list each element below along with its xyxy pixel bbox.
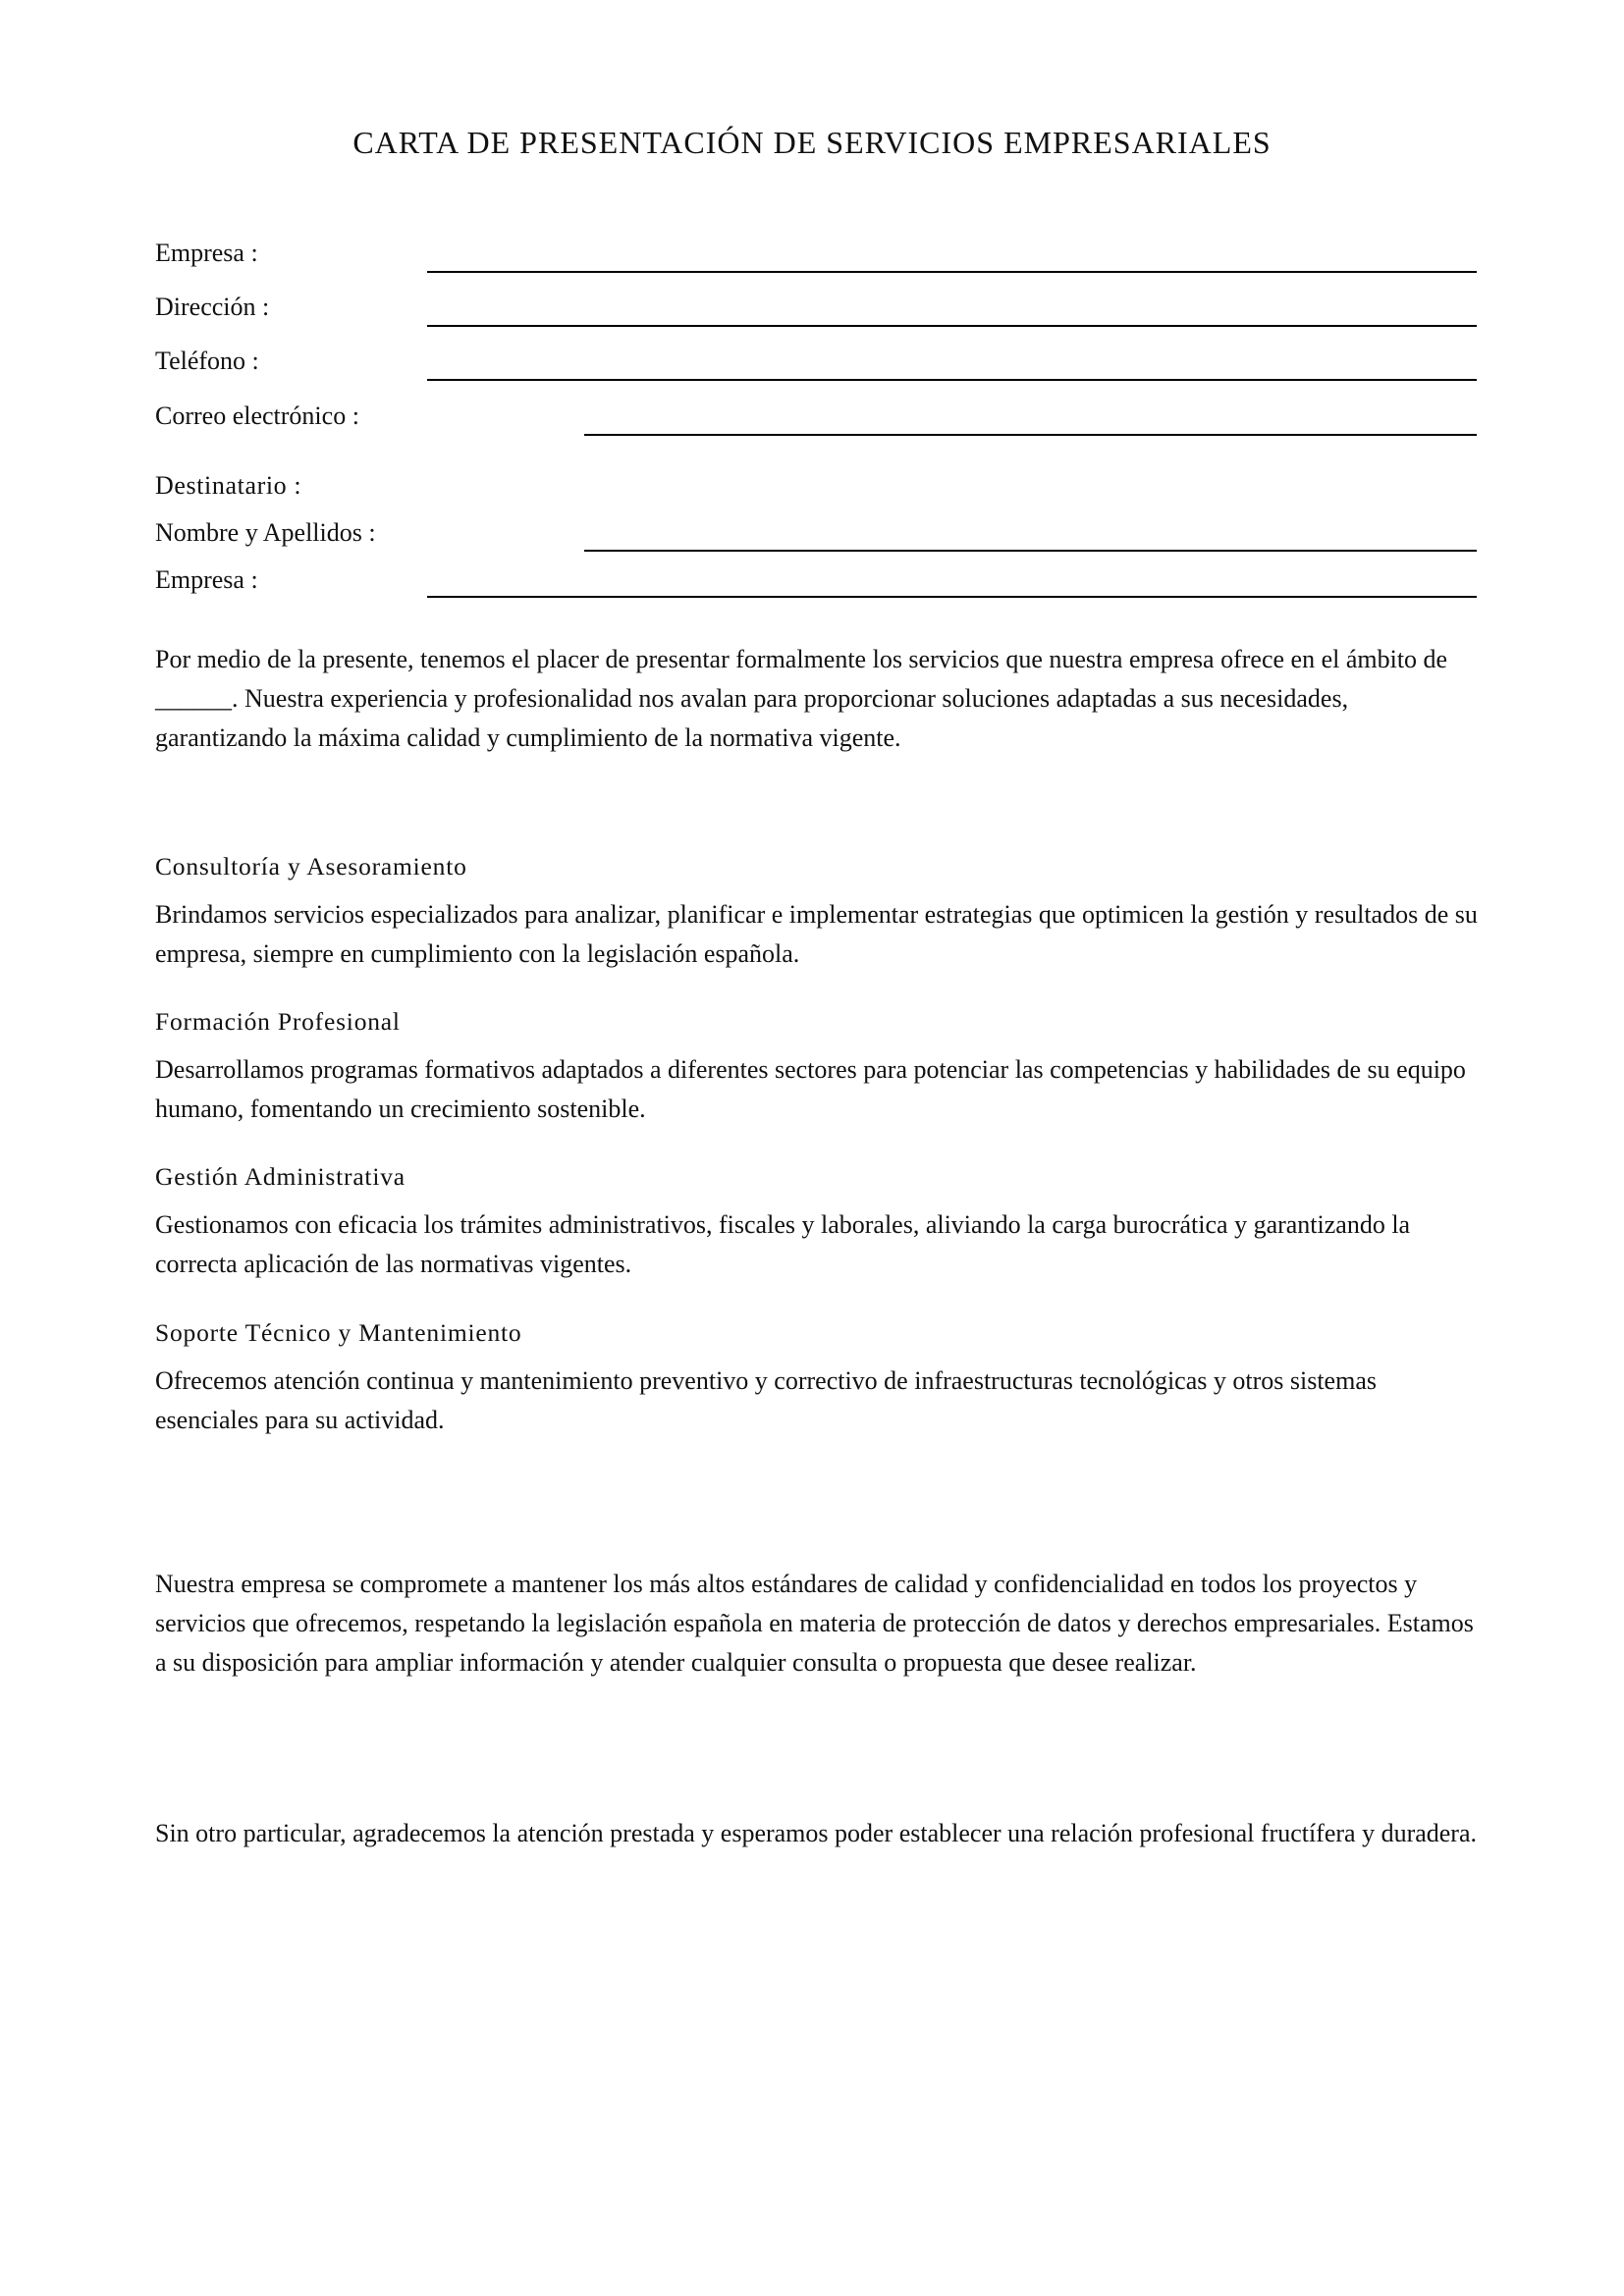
recipient-company-field[interactable]: [427, 596, 1477, 598]
intro-paragraph: Por medio de la presente, tenemos el placer de presentar formalmente los servicios que nuestra empresa ofrece en el ámbito de ______. Nuestra experiencia y profesionalidad nos avalan para proporcionar soluciones adaptadas a sus necesidades, garantizando la máxima calidad y cumplimiento de la normativa vigente.: [155, 645, 1448, 752]
service-heading: Gestión Administrativa: [155, 1162, 406, 1191]
service-description: Brindamos servicios especializados para analizar, planificar e implementar estrategias que optimicen la gestión y resultados de su empresa, siempre en cumplimiento con la legislación española.: [155, 900, 1478, 968]
service-description: Gestionamos con eficacia los trámites administrativos, fiscales y laborales, aliviando la carga burocrática y garantizando la correcta aplicación de las normativas vigentes.: [155, 1210, 1411, 1278]
commitment-paragraph: Nuestra empresa se compromete a mantener los más altos estándares de calidad y confidencialidad en todos los proyectos y servicios que ofrecemos, respetando la legislación española en materia de protección de datos y derechos empresariales. Estamos a su disposición para ampliar información y atender cualquier consulta o propuesta que desee realizar.: [155, 1570, 1474, 1677]
sender-email-label: Correo electrónico :: [155, 401, 359, 430]
service-heading: Soporte Técnico y Mantenimiento: [155, 1318, 522, 1347]
document-title: CARTA DE PRESENTACIÓN DE SERVICIOS EMPRESARIALES: [352, 125, 1272, 160]
service-description: Desarrollamos programas formativos adaptados a diferentes sectores para potenciar las competencias y habilidades de su equipo humano, fomentando un crecimiento sostenible.: [155, 1055, 1466, 1123]
sender-email-field[interactable]: [584, 434, 1477, 436]
recipient-header-label: Destinatario :: [155, 471, 302, 500]
recipient-company-label: Empresa :: [155, 565, 258, 594]
closing-paragraph: Sin otro particular, agradecemos la atención prestada y esperamos poder establecer una relación profesional fructífera y duradera.: [155, 1819, 1478, 1847]
recipient-name-field[interactable]: [584, 550, 1477, 552]
sender-address-field[interactable]: [427, 325, 1477, 327]
sender-address-label: Dirección :: [155, 293, 270, 321]
sender-phone-label: Teléfono :: [155, 347, 259, 375]
service-heading: Formación Profesional: [155, 1007, 401, 1036]
service-heading: Consultoría y Asesoramiento: [155, 852, 467, 881]
sender-company-label: Empresa :: [155, 239, 258, 267]
sender-phone-field[interactable]: [427, 379, 1477, 381]
service-description: Ofrecemos atención continua y mantenimiento preventivo y correctivo de infraestructuras tecnológicas y otros sistemas esenciales para su actividad.: [155, 1366, 1377, 1434]
sender-company-field[interactable]: [427, 271, 1477, 273]
recipient-name-label: Nombre y Apellidos :: [155, 518, 376, 547]
